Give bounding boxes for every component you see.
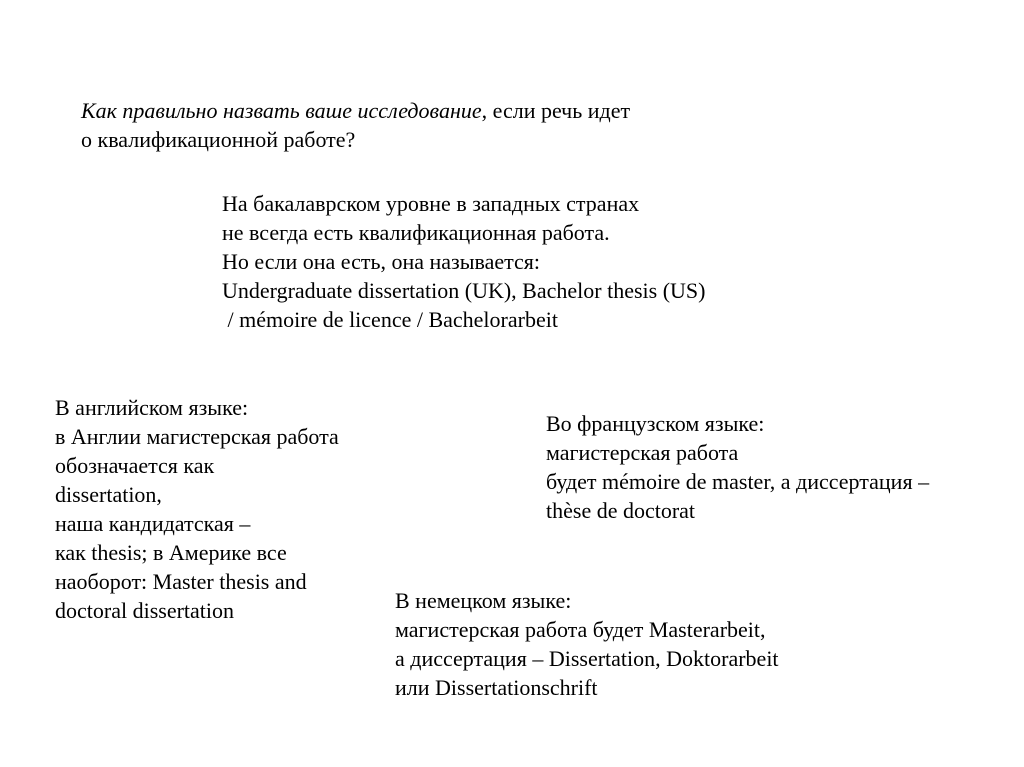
french-line: Во французском языке: (546, 411, 765, 436)
french-line: магистерская работа (546, 440, 739, 465)
bachelor-line: Но если она есть, она называется: (222, 249, 541, 274)
german-line: магистерская работа будет Masterarbeit, (395, 617, 766, 642)
english-text-block (55, 393, 339, 625)
german-line: или Dissertationschrift (395, 675, 598, 700)
question-line-2: о квалификационной работе? (81, 127, 356, 152)
question-text-block (81, 96, 630, 154)
french-line: будет mémoire de master, а диссертация – (546, 469, 930, 494)
english-line: наша кандидатская – (55, 511, 251, 536)
german-text-block (395, 586, 779, 702)
french-line: thèse de doctorat (546, 498, 696, 523)
question-line-1 (81, 96, 630, 125)
english-line: В английском языке: (55, 395, 249, 420)
bachelor-line: / mémoire de licence / Bachelorarbeit (222, 307, 558, 332)
question-italic-part: Как правильно назвать ваше исследование (81, 98, 482, 123)
english-line: наоборот: Master thesis and (55, 569, 307, 594)
english-line: как thesis; в Америке все (55, 540, 287, 565)
bachelor-line: На бакалаврском уровне в западных странах (222, 191, 640, 216)
german-line: В немецком языке: (395, 588, 572, 613)
english-line: обозначается как (55, 453, 215, 478)
german-line: а диссертация – Dissertation, Doktorarbeit (395, 646, 779, 671)
french-text-block (546, 409, 929, 525)
english-line: в Англии магистерская работа (55, 424, 339, 449)
question-rest-part: , если речь идет (481, 98, 631, 123)
english-line: dissertation, (55, 482, 162, 507)
bachelor-line: не всегда есть квалификационная работа. (222, 220, 610, 245)
bachelor-text-block (222, 189, 705, 334)
bachelor-line: Undergraduate dissertation (UK), Bachelor thesis (US) (222, 278, 706, 303)
english-line: doctoral dissertation (55, 598, 235, 623)
